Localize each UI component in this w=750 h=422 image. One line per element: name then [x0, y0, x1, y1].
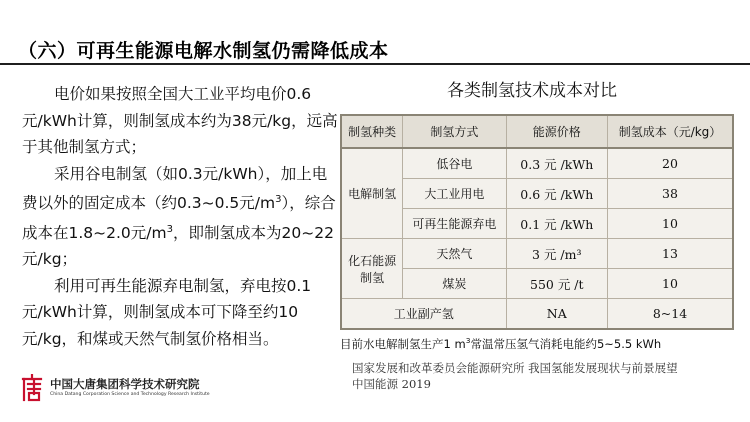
- body-text: [22, 81, 342, 352]
- source-line-1: 国家发展和改革委员会能源研究所 我国氢能发展现状与前景展望: [352, 361, 678, 375]
- price-cell: 550 元 /t: [506, 269, 607, 299]
- cost-comparison-table: [340, 114, 734, 330]
- paragraph-2-b: ），综合成本在1.8~2.0元/m: [22, 194, 336, 242]
- column-header: 制氢成本（元/kg）: [608, 115, 733, 148]
- price-cell: 0.6 元 /kWh: [506, 179, 607, 209]
- footnote-b: 常温常压氢气消耗电能约5~5.5 kWh: [470, 337, 662, 351]
- title-divider: [0, 63, 750, 65]
- logo-name-cn: 中国大唐集团科学技术研究院: [50, 377, 200, 391]
- method-cell: 大工业用电: [403, 179, 506, 209]
- method-cell: 天然气: [403, 239, 506, 269]
- source-citation: [352, 360, 742, 392]
- superscript: 3: [275, 194, 282, 205]
- column-header: 能源价格: [506, 115, 607, 148]
- footnote-a: 目前水电解制氢生产1 m: [340, 337, 466, 351]
- price-cell: 0.1 元 /kWh: [506, 209, 607, 239]
- source-line-2: 中国能源 2019: [352, 377, 431, 391]
- cost-cell: 8~14: [608, 299, 733, 330]
- cost-cell: 13: [608, 239, 733, 269]
- logo-name-en: China Datang Corporation Science and Technology Research Institute: [50, 392, 210, 397]
- paragraph-3: 利用可再生能源弃电制氢，弃电按0.1元/kWh计算，则制氢成本可下降至约10元/kg，和煤或天然气制氢价格相当。: [22, 276, 312, 348]
- paragraph-1: 电价如果按照全国大工业平均电价0.6元/kWh计算，则制氢成本约为38元/kg，远高于其他制氢方式；: [22, 85, 338, 156]
- group-cell: 工业副产氢: [341, 299, 506, 330]
- cost-cell: 10: [608, 269, 733, 299]
- cost-cell: 38: [608, 179, 733, 209]
- group-cell: 电解制氢: [341, 148, 403, 239]
- datang-logo-icon: [20, 374, 44, 402]
- method-cell: 低谷电: [403, 148, 506, 179]
- table-row: [341, 148, 733, 179]
- table-header-row: [341, 115, 733, 148]
- method-cell: 可再生能源弃电: [403, 209, 506, 239]
- table-title: 各类制氢技术成本对比: [447, 81, 617, 101]
- cost-cell: 20: [608, 148, 733, 179]
- column-header: 制氢种类: [341, 115, 403, 148]
- price-cell: 0.3 元 /kWh: [506, 148, 607, 179]
- method-cell: 煤炭: [403, 269, 506, 299]
- price-cell: 3 元 /m³: [506, 239, 607, 269]
- paragraph-2-c: ，即制氢成本为20~22元/kg；: [22, 223, 334, 269]
- table-row: [341, 239, 733, 269]
- page-title: （六）可再生能源电解水制氢仍需降低成本: [18, 40, 389, 62]
- price-cell: NA: [506, 299, 607, 330]
- column-header: 制氢方式: [403, 115, 506, 148]
- table-footnote: [340, 336, 740, 352]
- paragraph-2: [22, 161, 342, 273]
- cost-cell: 10: [608, 209, 733, 239]
- superscript: 3: [465, 336, 471, 346]
- table-row: [341, 299, 733, 330]
- group-cell: 化石能源制氢: [341, 239, 403, 299]
- paragraph-2-a: 采用谷电制氢（如0.3元/kWh），加上电费以外的固定成本（约0.3~0.5元/m: [22, 164, 328, 213]
- superscript: 3: [166, 223, 174, 235]
